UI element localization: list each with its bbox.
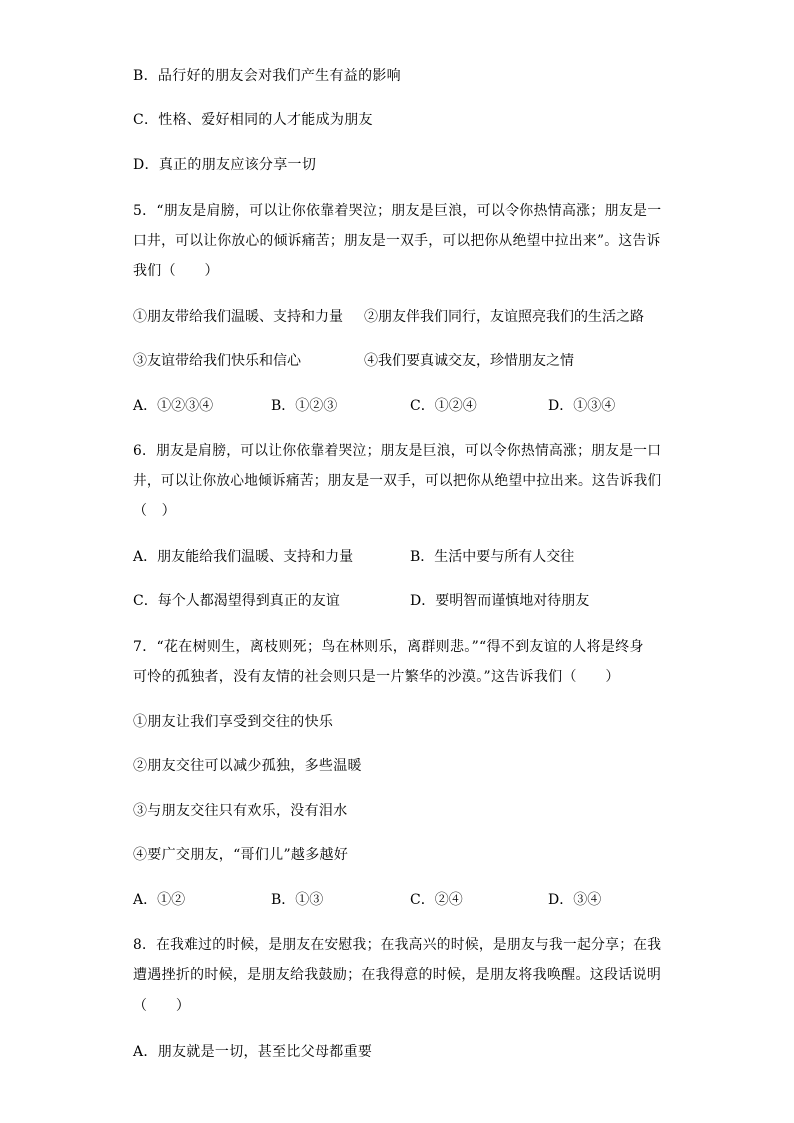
q7-statement-4: ④要广交朋友，“哥们儿”越多越好 — [133, 847, 349, 863]
q7-option-c: C．②④ — [410, 892, 463, 908]
q5-stem-line-2: 口井，可以让你放心的倾诉痛苦；朋友是一双手，可以把你从绝望中拉出来”。这告诉 — [133, 233, 661, 249]
q6-option-d: D．要明智而谨慎地对待朋友 — [410, 593, 590, 609]
q5-statement-1: ①朋友带给我们温暖、支持和力量 — [133, 309, 343, 325]
q5-statement-2: ②朋友伴我们同行，友谊照亮我们的生活之路 — [364, 309, 644, 325]
q5-option-c: C．①②④ — [410, 398, 477, 414]
q4-option-b: B．品行好的朋友会对我们产生有益的影响 — [133, 68, 401, 84]
q5-statement-3: ③友谊带给我们快乐和信心 — [133, 353, 301, 369]
q5-option-b: B．①②③ — [271, 398, 338, 414]
q5-stem-line-1: 5．“朋友是肩膀，可以让你依靠着哭泣；朋友是巨浪，可以令你热情高涨；朋友是一 — [133, 203, 662, 219]
q5-option-d: D．①③④ — [548, 398, 616, 414]
q7-statement-2: ②朋友交往可以减少孤独，多些温暖 — [133, 758, 362, 774]
q8-option-a: A．朋友就是一切，甚至比父母都重要 — [133, 1044, 373, 1060]
q5-statement-4: ④我们要真诚交友，珍惜朋友之情 — [364, 353, 574, 369]
q4-option-d: D．真正的朋友应该分享一切 — [133, 157, 317, 173]
q7-stem-line-2: 可怜的孤独者，没有友情的社会则只是一片繁华的沙漠。”这告诉我们（ ） — [133, 669, 620, 685]
q6-stem-line-2: 井，可以让你放心地倾诉痛苦；朋友是一双手，可以把你从绝望中拉出来。这告诉我们 — [133, 473, 662, 489]
q7-stem-line-1: 7．“花在树则生，离枝则死；鸟在林则乐，离群则悲。”“得不到友谊的人将是终身 — [133, 639, 644, 655]
q7-statement-3: ③与朋友交往只有欢乐，没有泪水 — [133, 803, 348, 819]
q6-stem-line-1: 6．朋友是肩膀，可以让你依靠着哭泣；朋友是巨浪，可以令你热情高涨；朋友是一口 — [133, 443, 662, 459]
q7-option-d: D．③④ — [548, 892, 602, 908]
q7-option-a: A．①② — [133, 892, 186, 908]
q8-stem-line-3: （ ） — [133, 998, 191, 1014]
q7-statement-1: ①朋友让我们享受到交往的快乐 — [133, 714, 334, 730]
q4-option-c: C．性格、爱好相同的人才能成为朋友 — [133, 112, 373, 128]
q8-stem-line-2: 遭遇挫折的时候，是朋友给我鼓励；在我得意的时候，是朋友将我唤醒。这段话说明 — [133, 967, 662, 983]
q6-stem-line-3: （ ） — [133, 503, 176, 519]
q7-option-b: B．①③ — [271, 892, 324, 908]
q5-option-a: A．①②③④ — [133, 398, 214, 414]
q6-option-b: B．生活中要与所有人交往 — [410, 549, 575, 565]
q5-stem-line-3: 我们（ ） — [133, 263, 219, 279]
q6-option-c: C．每个人都渴望得到真正的友谊 — [133, 593, 340, 609]
q8-stem-line-1: 8．在我难过的时候，是朋友在安慰我；在我高兴的时候，是朋友与我一起分享；在我 — [133, 937, 662, 953]
q6-option-a: A．朋友能给我们温暖、支持和力量 — [133, 549, 354, 565]
